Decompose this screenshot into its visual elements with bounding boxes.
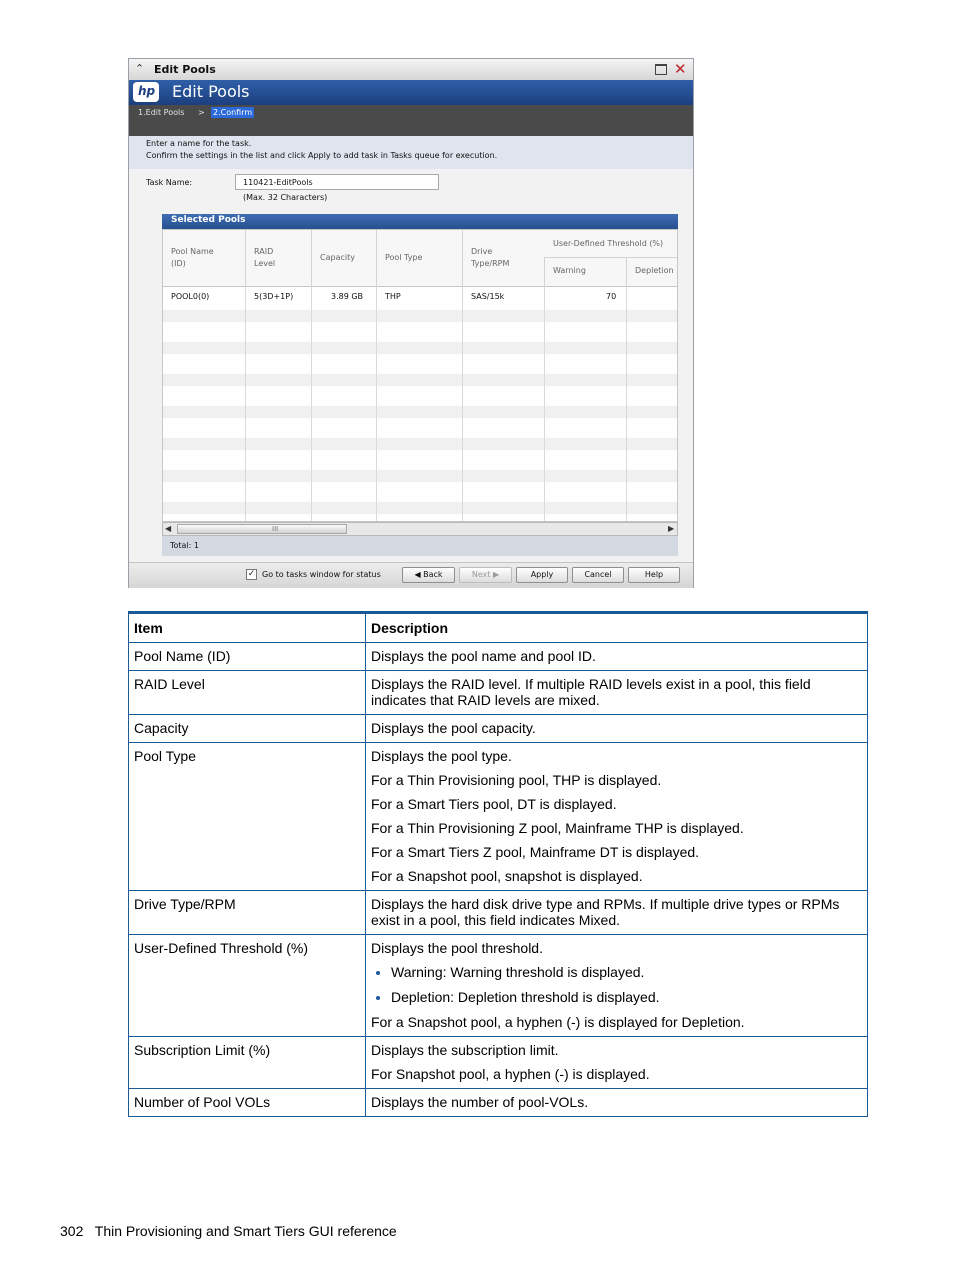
row-stripe — [163, 342, 678, 354]
table-row — [129, 1089, 868, 1117]
header-description: Description — [366, 613, 868, 643]
row-stripe — [163, 310, 678, 322]
column-header-warning[interactable]: Warning — [545, 258, 627, 286]
description-cell: Displays the pool threshold. • Warning: Warning threshold is displayed. • Depletion: Depletion threshold is displayed. For a Snapshot pool, a hyphen (-) is displayed for Depletion. — [366, 935, 868, 1037]
cell-warning: 70 — [606, 292, 617, 301]
table-header-row — [129, 613, 868, 643]
column-divider — [544, 286, 545, 522]
description-cell: Displays the hard disk drive type and RPMs. If multiple drive types or RPMs exist in a pool, this field indicates Mixed. — [366, 891, 868, 935]
help-button[interactable]: Help — [628, 567, 680, 583]
column-header-capacity[interactable]: Capacity — [312, 230, 377, 286]
instructions-panel — [129, 136, 693, 169]
column-header-threshold-group: User-Defined Threshold (%) — [544, 230, 678, 258]
breadcrumb-step-confirm: 2.Confirm — [213, 108, 253, 117]
selected-pools-table — [162, 229, 678, 522]
header-divider — [163, 286, 678, 287]
item-cell: User-Defined Threshold (%) — [129, 935, 366, 1037]
total-bar — [162, 536, 678, 556]
field-description-table — [128, 611, 868, 1117]
scroll-left-icon[interactable]: ◀ — [165, 524, 172, 533]
cell-pool-name: POOL0(0) — [171, 292, 210, 301]
page-footer-title: Thin Provisioning and Smart Tiers GUI reference — [94, 1223, 397, 1239]
wizard-footer — [129, 562, 693, 588]
item-cell: Capacity — [129, 715, 366, 743]
instruction-line: Enter a name for the task. — [146, 139, 252, 148]
horizontal-scrollbar[interactable] — [162, 522, 678, 536]
page-footer — [60, 1223, 397, 1239]
instruction-line: Confirm the settings in the list and click Apply to add task in Tasks queue for execution. — [146, 151, 498, 160]
breadcrumb — [129, 105, 693, 136]
task-name-label: Task Name: — [146, 178, 193, 187]
wizard-title: Edit Pools — [172, 82, 250, 101]
description-cell: Displays the pool name and pool ID. — [366, 643, 868, 671]
row-stripe — [163, 406, 678, 418]
column-divider — [311, 286, 312, 522]
breadcrumb-step-edit-pools[interactable]: 1.Edit Pools — [138, 108, 185, 117]
item-cell: Drive Type/RPM — [129, 891, 366, 935]
column-header-pool-type[interactable]: Pool Type — [377, 230, 463, 286]
window-titlebar — [129, 59, 693, 81]
wizard-banner — [129, 80, 693, 105]
item-cell: RAID Level — [129, 671, 366, 715]
cell-raid-level: 5(3D+1P) — [254, 292, 294, 301]
description-cell: Displays the pool capacity. — [366, 715, 868, 743]
table-row — [129, 935, 868, 1037]
column-header-drive-type[interactable]: Drive Type/RPM — [463, 230, 545, 286]
item-cell: Pool Type — [129, 743, 366, 891]
breadcrumb-separator: > — [198, 108, 205, 117]
table-row — [129, 1037, 868, 1089]
column-header-pool-name[interactable]: Pool Name (ID) — [163, 230, 246, 286]
list-item: • Depletion: Depletion threshold is displayed. — [391, 989, 862, 1005]
maximize-icon[interactable] — [655, 64, 667, 75]
task-name-hint: (Max. 32 Characters) — [243, 193, 328, 202]
item-cell: Pool Name (ID) — [129, 643, 366, 671]
column-header-depletion[interactable]: Depletion — [627, 258, 678, 286]
cell-drive-type: SAS/15k — [471, 292, 505, 301]
selected-pools-header — [162, 214, 678, 229]
edit-pools-window — [128, 58, 694, 588]
column-divider — [376, 286, 377, 522]
apply-button[interactable]: Apply — [516, 567, 568, 583]
table-row — [129, 891, 868, 935]
total-count: Total: 1 — [170, 541, 200, 550]
item-cell: Number of Pool VOLs — [129, 1089, 366, 1117]
description-cell: Displays the subscription limit. For Snapshot pool, a hyphen (-) is displayed. — [366, 1037, 868, 1089]
collapse-icon[interactable]: ⌃ — [135, 62, 145, 75]
header-item: Item — [129, 613, 366, 643]
hp-logo: hp — [133, 82, 159, 102]
column-header-raid-level[interactable]: RAID Level — [246, 230, 312, 286]
threshold-bullet-list — [371, 964, 862, 1005]
table-row — [129, 671, 868, 715]
next-button[interactable]: Next ▶ — [459, 567, 512, 583]
go-to-tasks-checkbox[interactable]: ✓ — [247, 569, 256, 579]
back-button[interactable]: ◀ Back — [402, 567, 455, 583]
scroll-right-icon[interactable]: ▶ — [668, 524, 675, 533]
cell-capacity: 3.89 GB — [331, 292, 364, 301]
description-cell: Displays the number of pool-VOLs. — [366, 1089, 868, 1117]
window-title: Edit Pools — [154, 63, 216, 76]
selected-pools-title: Selected Pools — [171, 215, 246, 225]
scroll-thumb[interactable]: III — [177, 524, 347, 534]
description-cell: Displays the pool type. For a Thin Provisioning pool, THP is displayed. For a Smart Tiers pool, DT is displayed. For a Thin Provisioning Z pool, Mainframe THP is displayed. For a Smart Tiers Z pool, Mainframe DT is displayed. For a Snapshot pool, snapshot is displayed. — [366, 743, 868, 891]
row-stripe — [163, 470, 678, 482]
description-cell: Displays the RAID level. If multiple RAID levels exist in a pool, this field indicates that RAID levels are mixed. — [366, 671, 868, 715]
row-stripe — [163, 438, 678, 450]
cell-pool-type: THP — [385, 292, 401, 301]
cancel-button[interactable]: Cancel — [572, 567, 624, 583]
page-number: 302 — [60, 1223, 84, 1239]
table-row — [129, 715, 868, 743]
item-cell: Subscription Limit (%) — [129, 1037, 366, 1089]
column-divider — [626, 286, 627, 522]
go-to-tasks-label: Go to tasks window for status — [262, 570, 381, 579]
close-icon[interactable]: ✕ — [674, 60, 687, 78]
list-item: • Warning: Warning threshold is displayed. — [391, 964, 862, 980]
row-stripe — [163, 502, 678, 514]
task-name-input[interactable]: 110421-EditPools — [235, 174, 439, 190]
column-divider — [245, 286, 246, 522]
row-stripe — [163, 374, 678, 386]
table-row — [129, 743, 868, 891]
table-row — [129, 643, 868, 671]
column-divider — [462, 286, 463, 522]
